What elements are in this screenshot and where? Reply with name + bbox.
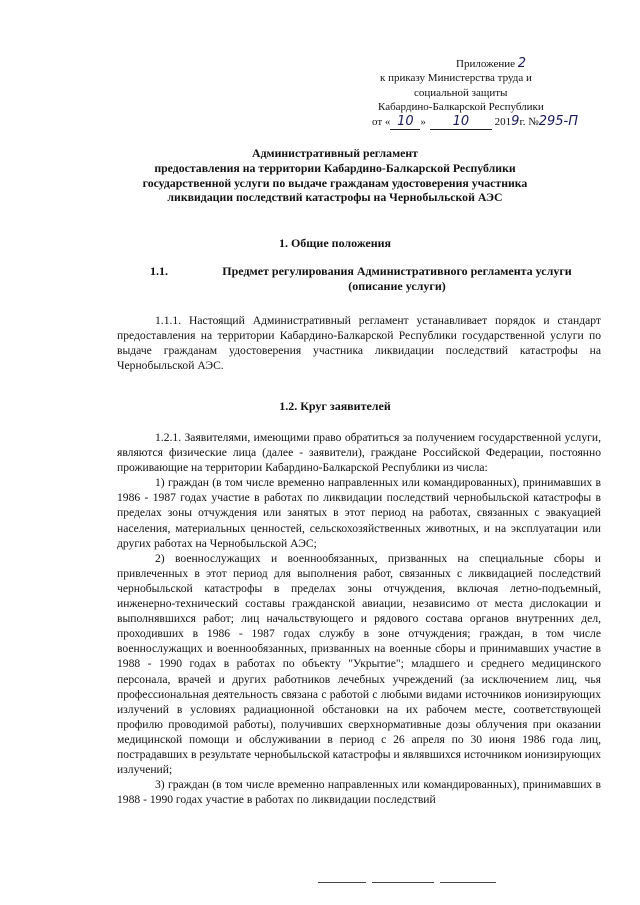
- footer-mark-line: [318, 882, 366, 883]
- title-line-1: Административный регламент: [252, 146, 418, 160]
- footer-mark-line: [440, 882, 496, 883]
- document-title: [100, 146, 570, 205]
- handwritten-day: 10: [390, 115, 420, 130]
- section-heading-general: 1. Общие положения: [278, 236, 392, 250]
- subsection-number: 1.1.: [150, 264, 168, 278]
- subsection-title: Предмет регулирования Административного регламента услуги (описание услуги): [222, 264, 572, 293]
- appendix-date-line: от « 10 » 10 2019г. №295-П: [372, 113, 579, 129]
- paragraph-1-2-1: 1.2.1. Заявителями, имеющими право обратиться за получением государственной услуги, являются физические лица (далее - заявители), граждане Российской Федерации, постоянно проживающие на территории Кабардино-Балкарской Республики из числа:: [117, 431, 601, 475]
- appendix-line-3: социальной защиты: [414, 86, 508, 99]
- list-item-3: 3) граждан (в том числе временно направленных или командированных), принимавших в 1988 - 1990 годах участие в работах по ликвидации последствий: [117, 778, 601, 807]
- paragraph-1-1-1: 1.1.1. Настоящий Административный регламент устанавливает порядок и стандарт предоставления на территории Кабардино-Балкарской Республики государственной услуги по выдаче гражданам удостоверения участника ликвидации последствий катастрофы на Чернобыльской АЭС.: [117, 314, 601, 373]
- paragraph-block-1-2: [117, 430, 601, 807]
- appendix-line-1: Приложение 2: [456, 56, 527, 71]
- title-line-2: предоставления на территории Кабардино-Балкарской Республики: [154, 160, 516, 175]
- appendix-line-4: Кабардино-Балкарской Республики: [378, 101, 544, 114]
- title-line-4: ликвидации последствий катастрофы на Чернобыльской АЭС: [167, 190, 503, 205]
- list-item-1: 1) граждан (в том числе временно направленных или командированных), принимавших в 1986 - 1987 годах участие в работах по ликвидации последствий чернобыльской катастрофы в пределах зоны отчуждения или занятых в этот период на работах, связанных с эвакуацией населения, материальных ценностей, сельскохозяйственных животных, и на эксплуатации или других работах на Чернобыльской АЭС;: [117, 476, 601, 550]
- appendix-block: [372, 56, 598, 130]
- list-item-2: 2) военнослужащих и военнообязанных, призванных на специальные сборы и привлеченных в этот период для выполнения работ, связанных с ликвидацией последствий чернобыльской катастрофы в пределах зоны отчуждения, включая летно-подъемный, инженерно-технический составы гражданской авиации, независимо от места дислокации и выполнявшихся работ; лиц начальствующего и рядового состава органов внутренних дел, проходивших в 1986 - 1987 годах службу в зоне отчуждения; граждан, в том числе военнослужащих и военнообязанных, призванных на военные сборы и принимавших участие в 1988 - 1990 годах в работах по объекту "Укрытие"; младшего и среднего медицинского персонала, врачей и других работников лечебных учреждений (за исключением лиц, чья профессиональная деятельность связана с работой с любыми видами источников ионизирующих излучений в условиях радиационной обстановки на их рабочем месте, соответствующей профилю проводимой работы), получивших сверхнормативные дозы облучения при оказании медицинской помощи и обслуживании в период с 26 апреля по 30 июня 1986 года лиц, пострадавших в результате чернобыльской катастрофы и являвшихся источником ионизирующих излучений;: [117, 551, 601, 777]
- appendix-line-2: к приказу Министерства труда и: [380, 72, 532, 85]
- section-heading-applicants: 1.2. Круг заявителей: [279, 399, 391, 413]
- handwritten-order-number: 295-П: [538, 113, 579, 129]
- footer-mark-line: [372, 882, 434, 883]
- handwritten-appendix-number: 2: [517, 56, 527, 71]
- handwritten-year-digit: 9: [511, 113, 520, 129]
- title-line-3: государственной услуги по выдаче гражданам удостоверения участника: [142, 175, 528, 190]
- handwritten-month: 10: [430, 115, 492, 130]
- paragraph-block-1-1-1: [117, 313, 601, 373]
